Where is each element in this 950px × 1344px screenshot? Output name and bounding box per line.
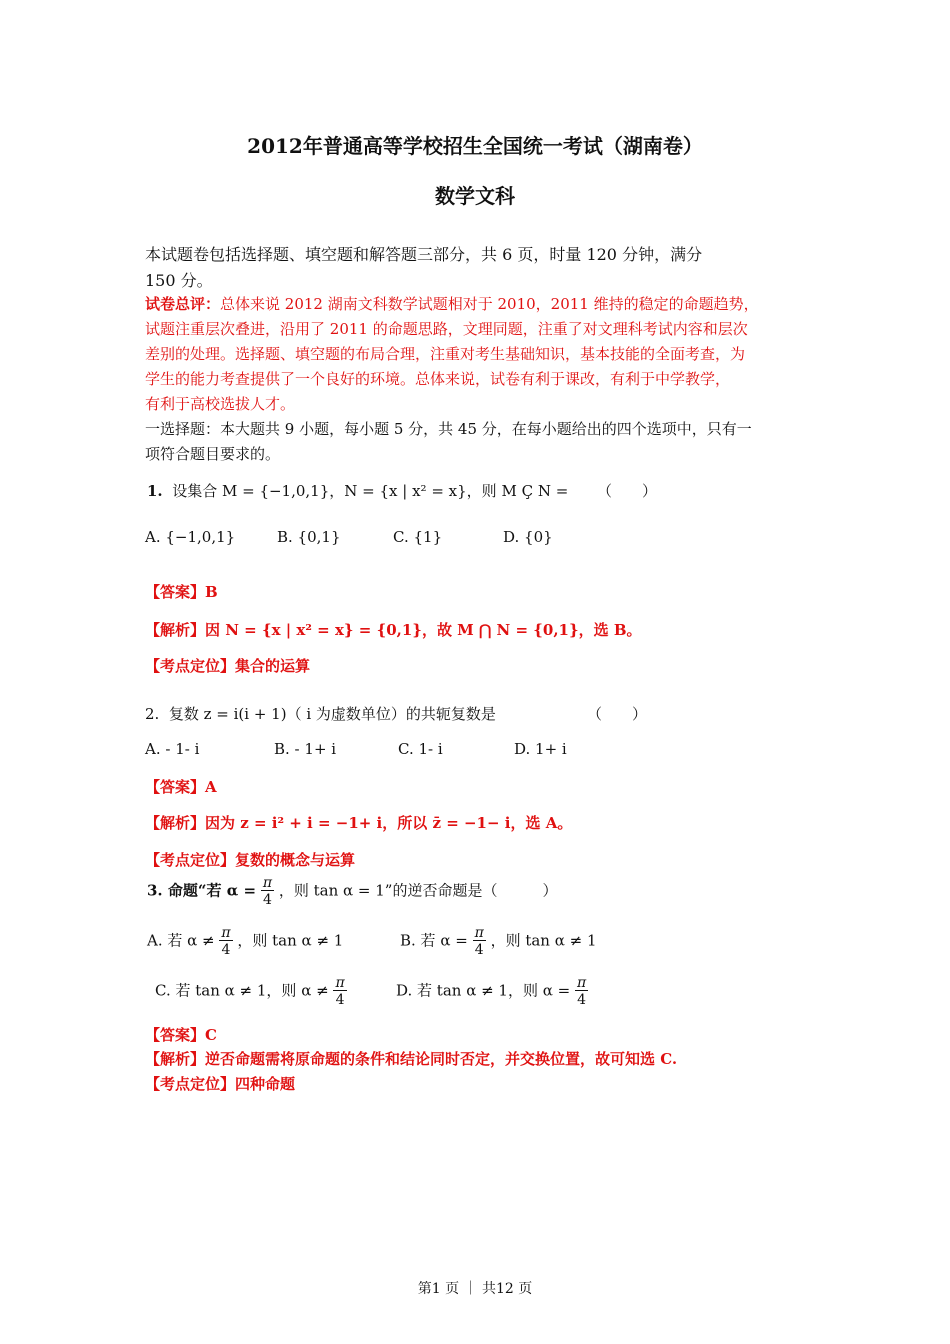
- q3-option-d: D. 若 tan α ≠ 1，则 α = $\frac{\pi}{4}$: [396, 975, 587, 1008]
- q3-option-b: B. 若 α = $\frac{\pi}{4}$ ，则 tan α ≠ 1: [400, 925, 597, 958]
- q2-stem: 2. 复数 z = i(i + 1)（ i 为虚数单位）的共轭复数是: [145, 705, 496, 723]
- q1-answer: 【答案】B: [145, 583, 218, 601]
- q2-point: 【考点定位】复数的概念与运算: [145, 851, 356, 869]
- intro-line-1: 本试题卷包括选择题、填空题和解答题三部分，共 6 页，时量 120 分钟，满分: [145, 245, 703, 264]
- q1-option-a: A. {−1,0,1}: [145, 528, 236, 546]
- q3-stem: 3. 命题“若 α = $\frac{\pi}{4}$ ，则 tan α = 1”的逆否命题是（ ）: [147, 875, 558, 908]
- q3-point: 【考点定位】四种命题: [145, 1075, 296, 1093]
- review-line-3: 差别的处理。选择题、填空题的布局合理，注重对考生基础知识，基本技能的全面考查，为: [145, 345, 746, 363]
- intro-line-2: 150 分。: [145, 271, 213, 290]
- q2-analysis: 【解析】因为 z = i² + i = −1+ i，所以 z̄ = −1− i，选 A。: [145, 814, 573, 832]
- page-footer: 第1 页 ｜ 共12 页: [417, 1281, 533, 1297]
- section-line-1: 一选择题：本大题共 9 小题，每小题 5 分，共 45 分，在每小题给出的四个选项中，只有一: [145, 420, 752, 438]
- q3-answer: 【答案】C: [145, 1026, 217, 1044]
- section-line-2: 项符合题目要求的。: [145, 445, 281, 463]
- q3-option-c: C. 若 tan α ≠ 1，则 α ≠ $\frac{\pi}{4}$: [155, 975, 345, 1008]
- q3-analysis: 【解析】逆否命题需将原命题的条件和结论同时否定，并交换位置，故可知选 C.: [145, 1050, 678, 1068]
- q1-option-b: B. {0,1}: [277, 528, 341, 546]
- q1-point: 【考点定位】集合的运算: [145, 657, 311, 675]
- review-line-1: 试卷总评：总体来说 2012 湖南文科数学试题相对于 2010，2011 维持的稳定的命题趋势，: [145, 295, 759, 313]
- q1-stem: 1. 设集合 M = {−1,0,1}，N = {x | x² = x}，则 M Ç N =: [147, 482, 569, 500]
- review-line-4: 学生的能力考查提供了一个良好的环境。总体来说，试卷有利于课改，有利于中学教学，: [145, 370, 731, 388]
- q1-option-c: C. {1}: [393, 528, 443, 546]
- q1-analysis: 【解析】因 N = {x | x² = x} = {0,1}，故 M ⋂ N = {0,1}，选 B。: [145, 621, 642, 639]
- q1-paren: （ ）: [597, 482, 658, 500]
- q2-paren: （ ）: [587, 705, 648, 723]
- q3-option-a: A. 若 α ≠ $\frac{\pi}{4}$ ，则 tan α ≠ 1: [147, 925, 344, 958]
- q2-answer: 【答案】A: [145, 778, 217, 796]
- page-subtitle: 数学文科: [435, 184, 515, 208]
- q2-option-d: D. 1+ i: [514, 740, 567, 758]
- review-label: 试卷总评：: [145, 295, 221, 313]
- q2-option-a: A. - 1- i: [145, 740, 200, 758]
- q1-option-d: D. {0}: [503, 528, 553, 546]
- q2-option-c: C. 1- i: [398, 740, 443, 758]
- q2-option-b: B. - 1+ i: [274, 740, 337, 758]
- page-title: 2012年普通高等学校招生全国统一考试（湖南卷）: [247, 134, 703, 158]
- q3-fraction: $\frac{\pi}{4}$: [262, 875, 273, 908]
- review-line-5: 有利于高校选拔人才。: [145, 395, 296, 413]
- review-line-2: 试题注重层次叠进，沿用了 2011 的命题思路，文理同题，注重了对文理科考试内容和层次: [145, 320, 748, 338]
